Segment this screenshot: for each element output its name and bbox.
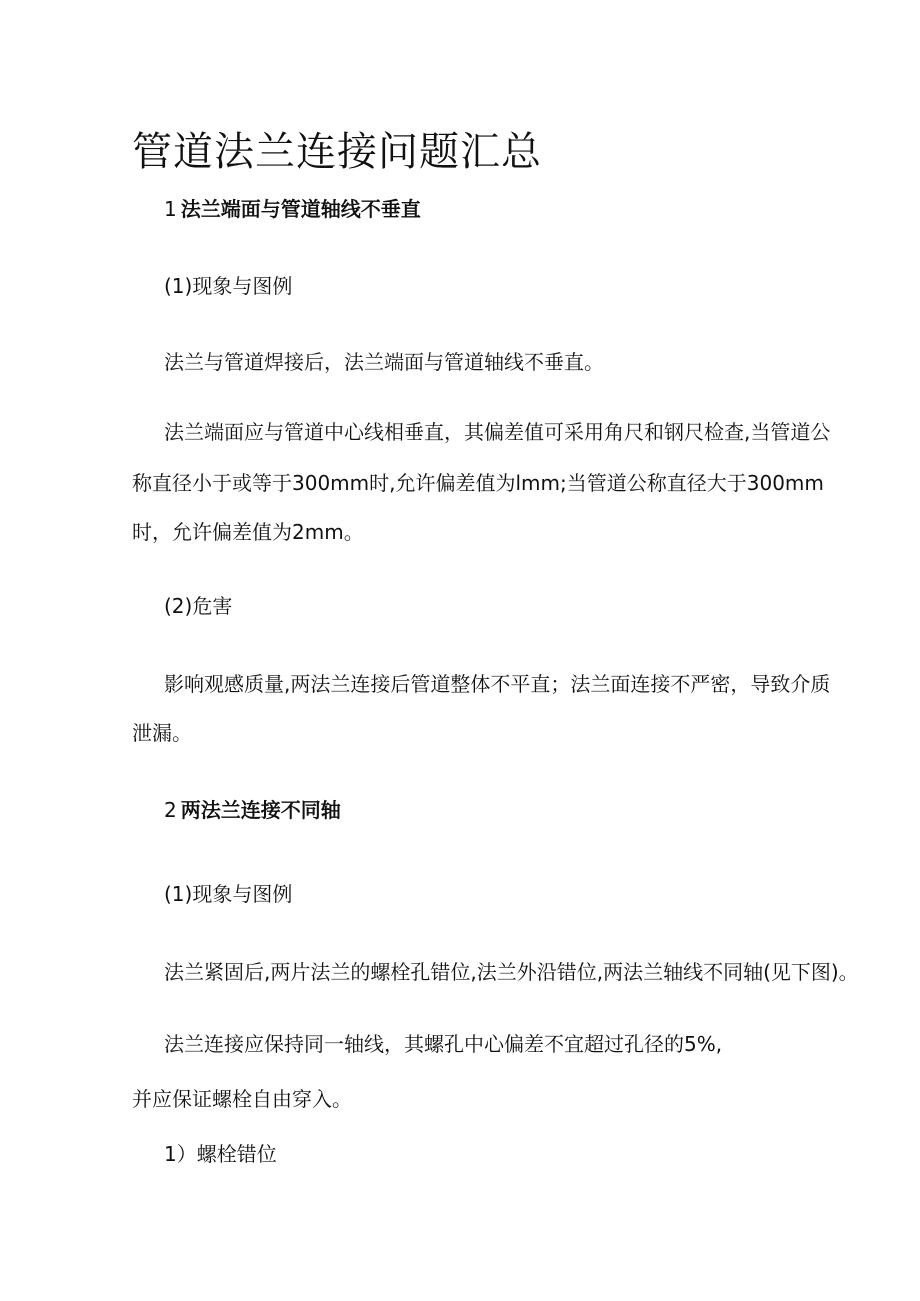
section-2-paragraph-2-line-1: 法兰连接应保持同一轴线，其螺孔中心偏差不宜超过孔径的5%, bbox=[164, 1032, 723, 1056]
section-2-heading bbox=[164, 796, 341, 824]
section-1-paragraph-2-line-2: 称直径小于或等于300mm时,允许偏差值为lmm;当管道公称直径大于300mm bbox=[132, 471, 824, 495]
section-1-sub-1: (1)现象与图例 bbox=[164, 274, 293, 298]
section-2-sub-2: 1）螺栓错位 bbox=[164, 1142, 277, 1166]
section-1-paragraph-2-line-1: 法兰端面应与管道中心线相垂直，其偏差值可采用角尺和钢尺检查,当管道公 bbox=[164, 420, 831, 444]
section-1-sub-2: (2)危害 bbox=[164, 594, 233, 618]
section-2-number: 2 bbox=[164, 798, 177, 822]
section-2-paragraph-1: 法兰紧固后,两片法兰的螺栓孔错位,法兰外沿错位,两法兰轴线不同轴(见下图)。 bbox=[164, 960, 859, 984]
section-1-paragraph-3-line-2: 泄漏。 bbox=[132, 721, 192, 745]
section-1-paragraph-3-line-1: 影响观感质量,两法兰连接后管道整体不平直；法兰面连接不严密，导致介质 bbox=[164, 672, 831, 696]
section-1-heading bbox=[164, 195, 421, 223]
section-1-paragraph-2-line-3: 时，允许偏差值为2mm。 bbox=[132, 520, 364, 544]
section-2-heading-text: 两法兰连接不同轴 bbox=[180, 798, 341, 822]
page-title: 管道法兰连接问题汇总 bbox=[132, 129, 542, 175]
section-1-paragraph-1: 法兰与管道焊接后，法兰端面与管道轴线不垂直。 bbox=[164, 350, 604, 374]
section-1-heading-text: 法兰端面与管道轴线不垂直 bbox=[180, 197, 421, 221]
section-2-sub-1: (1)现象与图例 bbox=[164, 882, 293, 906]
section-1-number: 1 bbox=[164, 197, 177, 221]
section-2-paragraph-2-line-2: 并应保证螺栓自由穿入。 bbox=[132, 1087, 352, 1111]
